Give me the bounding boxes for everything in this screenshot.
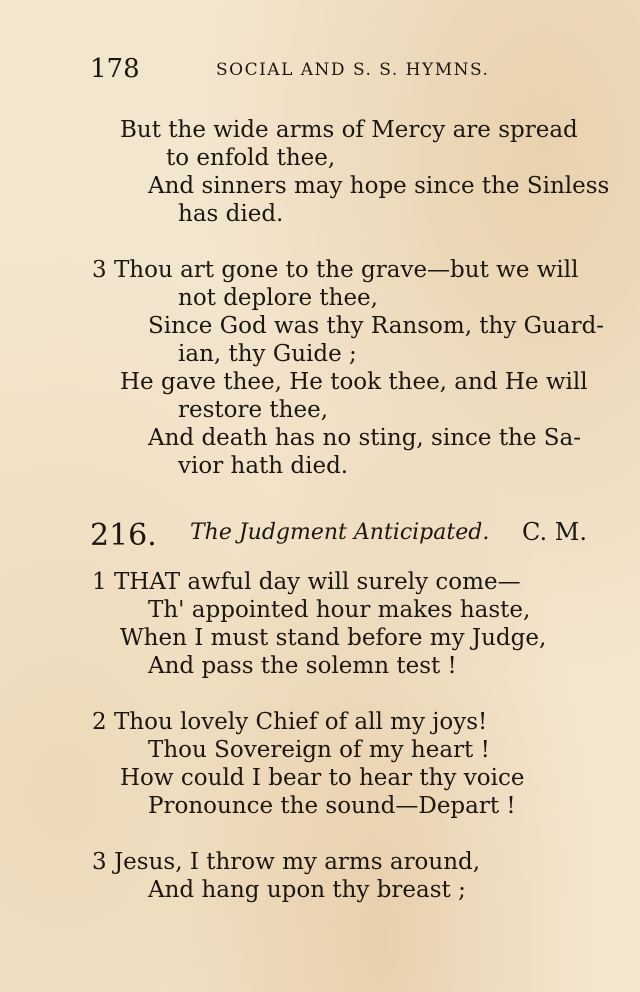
page-number: 178 [90, 54, 140, 84]
verse-line: restore thee, [178, 397, 329, 423]
verse-line: to enfold thee, [166, 145, 336, 171]
verse-line: And death has no sting, since the Sa- [148, 425, 582, 451]
verse-line: And pass the solemn test ! [148, 653, 457, 679]
hymn-number: 216. [90, 518, 157, 553]
verse-line: has died. [178, 201, 284, 227]
verse-line: But the wide arms of Mercy are spread [120, 117, 578, 143]
verse-line: And hang upon thy breast ; [148, 877, 466, 903]
running-title: SOCIAL AND S. S. HYMNS. [216, 60, 490, 80]
verse-line: vior hath died. [178, 453, 349, 479]
verse-line: Pronounce the sound—Depart ! [148, 793, 516, 819]
verse-line: How could I bear to hear thy voice [120, 765, 525, 791]
verse-line: 3 Jesus, I throw my arms around, [92, 849, 481, 875]
verse-line: Th' appointed hour makes haste, [148, 597, 531, 623]
verse-line: ian, thy Guide ; [178, 341, 357, 367]
hymn-title: The Judgment Anticipated. [190, 520, 490, 545]
hymn-meter: C. M. [522, 518, 587, 546]
verse-line: 2 Thou lovely Chief of all my joys! [92, 709, 488, 735]
verse-line: When I must stand before my Judge, [120, 625, 547, 651]
verse-line: Thou Sovereign of my heart ! [148, 737, 490, 763]
verse-line: 3 Thou art gone to the grave—but we will [92, 257, 579, 283]
verse-line: And sinners may hope since the Sinless [148, 173, 610, 199]
verse-line: 1 THAT awful day will surely come— [92, 569, 521, 595]
verse-line: He gave thee, He took thee, and He will [120, 369, 588, 395]
verse-line: not deplore thee, [178, 285, 378, 311]
verse-line: Since God was thy Ransom, thy Guard- [148, 313, 605, 339]
